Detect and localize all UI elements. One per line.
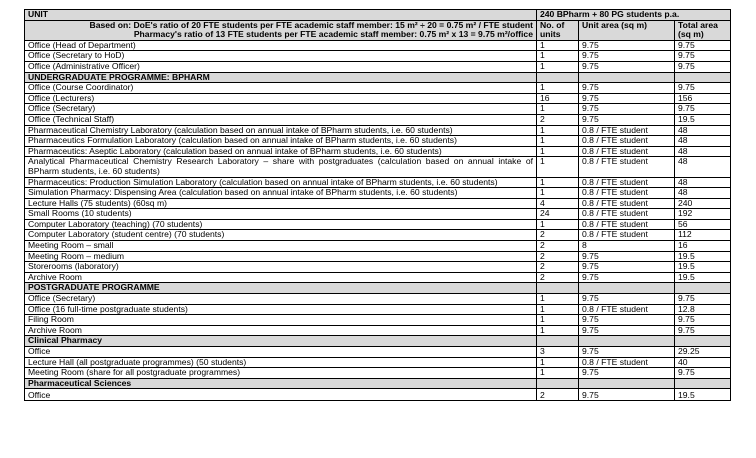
total-area-cell: 9.75 — [675, 83, 731, 94]
unit-area-cell: 9.75 — [579, 104, 675, 115]
unit-cell: Office (Secretary to HoD) — [25, 51, 537, 62]
header-col-units: No. of units — [537, 20, 579, 40]
total-area-cell: 240 — [675, 198, 731, 209]
total-area-cell: 16 — [675, 241, 731, 252]
table-row — [25, 315, 731, 326]
table-row — [25, 104, 731, 115]
units-cell: 3 — [537, 347, 579, 358]
table-row — [25, 325, 731, 336]
unit-cell: Meeting Room (share for all postgraduate programmes) — [25, 368, 537, 379]
total-area-cell: 19.5 — [675, 272, 731, 283]
total-area-cell: 156 — [675, 93, 731, 104]
header-basis — [25, 20, 537, 40]
total-area-cell: 48 — [675, 188, 731, 199]
table-row — [25, 51, 731, 62]
unit-cell: Office (Secretary) — [25, 104, 537, 115]
units-cell: 2 — [537, 262, 579, 273]
unit-cell: Simulation Pharmacy: Dispensing Area (calculation based on annual intake of BPharm students, i.e. 60 students) — [25, 188, 537, 199]
table-row — [25, 157, 731, 177]
units-cell: 1 — [537, 61, 579, 72]
section-row — [25, 378, 731, 389]
unit-cell: Storerooms (laboratory) — [25, 262, 537, 273]
header-row-2 — [25, 20, 731, 40]
units-cell: 2 — [537, 272, 579, 283]
total-area-cell: 48 — [675, 157, 731, 177]
unit-cell: Pharmaceutics: Production Simulation Laboratory (calculation based on annual intake of BPharm students, i.e. 60 students) — [25, 177, 537, 188]
unit-area-cell: 9.75 — [579, 40, 675, 51]
table-row — [25, 188, 731, 199]
unit-area-cell: 9.75 — [579, 251, 675, 262]
unit-area-cell: 9.75 — [579, 368, 675, 379]
total-area-cell: 48 — [675, 125, 731, 136]
header-row-1 — [25, 10, 731, 21]
table-row — [25, 304, 731, 315]
unit-area-cell: 0.8 / FTE student — [579, 209, 675, 220]
units-cell: 1 — [537, 177, 579, 188]
unit-area-cell: 9.75 — [579, 51, 675, 62]
section-empty-cell — [579, 336, 675, 347]
unit-area-cell: 8 — [579, 241, 675, 252]
section-row — [25, 336, 731, 347]
total-area-cell: 19.5 — [675, 251, 731, 262]
header-col-total-area: Total area (sq m) — [675, 20, 731, 40]
units-cell: 1 — [537, 315, 579, 326]
total-area-cell: 40 — [675, 357, 731, 368]
table-row — [25, 209, 731, 220]
total-area-cell: 12.8 — [675, 304, 731, 315]
table-row — [25, 294, 731, 305]
unit-area-cell: 9.75 — [579, 272, 675, 283]
units-cell: 1 — [537, 157, 579, 177]
units-cell: 24 — [537, 209, 579, 220]
table-row — [25, 357, 731, 368]
table-row — [25, 272, 731, 283]
table-row — [25, 347, 731, 358]
unit-cell: Meeting Room – small — [25, 241, 537, 252]
total-area-cell: 48 — [675, 136, 731, 147]
units-cell: 1 — [537, 304, 579, 315]
unit-area-cell: 0.8 / FTE student — [579, 357, 675, 368]
section-row — [25, 72, 731, 83]
table-row — [25, 198, 731, 209]
unit-area-cell: 0.8 / FTE student — [579, 157, 675, 177]
section-empty-cell — [537, 283, 579, 294]
unit-area-cell: 9.75 — [579, 325, 675, 336]
table-row — [25, 114, 731, 125]
section-label: Pharmaceutical Sciences — [25, 378, 537, 389]
section-empty-cell — [537, 378, 579, 389]
total-area-cell: 9.75 — [675, 325, 731, 336]
units-cell: 2 — [537, 241, 579, 252]
table-row — [25, 177, 731, 188]
section-empty-cell — [579, 283, 675, 294]
unit-cell: Meeting Room – medium — [25, 251, 537, 262]
total-area-cell: 9.75 — [675, 104, 731, 115]
section-empty-cell — [675, 336, 731, 347]
unit-area-cell: 9.75 — [579, 262, 675, 273]
table-row — [25, 389, 731, 401]
table-row — [25, 241, 731, 252]
table-row — [25, 83, 731, 94]
unit-area-cell: 0.8 / FTE student — [579, 136, 675, 147]
total-area-cell: 9.75 — [675, 294, 731, 305]
units-cell: 1 — [537, 125, 579, 136]
unit-cell: Lecture Halls (75 students) (60sq m) — [25, 198, 537, 209]
unit-area-cell: 9.75 — [579, 315, 675, 326]
section-label: UNDERGRADUATE PROGRAMME: BPHARM — [25, 72, 537, 83]
unit-area-cell: 0.8 / FTE student — [579, 230, 675, 241]
unit-area-cell: 0.8 / FTE student — [579, 219, 675, 230]
unit-cell: Office (Course Coordinator) — [25, 83, 537, 94]
total-area-cell: 9.75 — [675, 40, 731, 51]
table-row — [25, 230, 731, 241]
space-requirements-table — [24, 9, 731, 401]
units-cell: 2 — [537, 114, 579, 125]
units-cell: 2 — [537, 230, 579, 241]
table-row — [25, 40, 731, 51]
unit-area-cell: 9.75 — [579, 93, 675, 104]
unit-cell: Analytical Pharmaceutical Chemistry Research Laboratory – share with postgraduates (calculation based on annual intake of BPharm students, i.e. 60 students) — [25, 157, 537, 177]
unit-area-cell: 0.8 / FTE student — [579, 188, 675, 199]
section-empty-cell — [579, 72, 675, 83]
units-cell: 1 — [537, 368, 579, 379]
total-area-cell: 19.5 — [675, 389, 731, 401]
unit-cell: Pharmaceutical Chemistry Laboratory (calculation based on annual intake of BPharm students, i.e. 60 students) — [25, 125, 537, 136]
section-empty-cell — [537, 72, 579, 83]
unit-cell: Office (Head of Department) — [25, 40, 537, 51]
units-cell: 1 — [537, 83, 579, 94]
units-cell: 1 — [537, 219, 579, 230]
total-area-cell: 48 — [675, 146, 731, 157]
total-area-cell: 19.5 — [675, 114, 731, 125]
section-label: Clinical Pharmacy — [25, 336, 537, 347]
unit-area-cell: 0.8 / FTE student — [579, 146, 675, 157]
unit-area-cell: 9.75 — [579, 389, 675, 401]
table-row — [25, 61, 731, 72]
units-cell: 16 — [537, 93, 579, 104]
table-row — [25, 146, 731, 157]
unit-cell: Small Rooms (10 students) — [25, 209, 537, 220]
table-row — [25, 368, 731, 379]
unit-area-cell: 0.8 / FTE student — [579, 304, 675, 315]
unit-area-cell: 9.75 — [579, 294, 675, 305]
total-area-cell: 48 — [675, 177, 731, 188]
unit-cell: Filing Room — [25, 315, 537, 326]
table-row — [25, 136, 731, 147]
units-cell: 1 — [537, 294, 579, 305]
section-empty-cell — [675, 283, 731, 294]
total-area-cell: 112 — [675, 230, 731, 241]
unit-area-cell: 0.8 / FTE student — [579, 177, 675, 188]
units-cell: 2 — [537, 251, 579, 262]
unit-cell: Office (Lecturers) — [25, 93, 537, 104]
unit-area-cell: 9.75 — [579, 347, 675, 358]
table-row — [25, 93, 731, 104]
unit-cell: Office (Administrative Officer) — [25, 61, 537, 72]
section-empty-cell — [537, 336, 579, 347]
table-row — [25, 262, 731, 273]
unit-cell: Pharmaceutics Formulation Laboratory (calculation based on annual intake of BPharm students, i.e. 60 students) — [25, 136, 537, 147]
unit-cell: Lecture Hall (all postgraduate programmes) (50 students) — [25, 357, 537, 368]
section-empty-cell — [579, 378, 675, 389]
unit-cell: Office (Secretary) — [25, 294, 537, 305]
section-empty-cell — [675, 378, 731, 389]
unit-cell: Office (16 full-time postgraduate students) — [25, 304, 537, 315]
total-area-cell: 29.25 — [675, 347, 731, 358]
units-cell: 1 — [537, 104, 579, 115]
table-row — [25, 251, 731, 262]
total-area-cell: 9.75 — [675, 61, 731, 72]
section-label: POSTGRADUATE PROGRAMME — [25, 283, 537, 294]
unit-cell: Office — [25, 347, 537, 358]
total-area-cell: 192 — [675, 209, 731, 220]
total-area-cell: 9.75 — [675, 51, 731, 62]
unit-cell: Computer Laboratory (teaching) (70 students) — [25, 219, 537, 230]
header-col-unit-area: Unit area (sq m) — [579, 20, 675, 40]
total-area-cell: 56 — [675, 219, 731, 230]
section-row — [25, 283, 731, 294]
section-empty-cell — [675, 72, 731, 83]
table-row — [25, 219, 731, 230]
units-cell: 1 — [537, 188, 579, 199]
unit-cell: Office — [25, 389, 537, 401]
header-unit: UNIT — [25, 10, 537, 21]
total-area-cell: 9.75 — [675, 368, 731, 379]
units-cell: 1 — [537, 357, 579, 368]
unit-cell: Computer Laboratory (student centre) (70 students) — [25, 230, 537, 241]
unit-cell: Office (Technical Staff) — [25, 114, 537, 125]
header-basis-line2: Pharmacy's ratio of 13 FTE students per FTE academic staff member: 0.75 m² x 13 = 9.75 m²/office — [133, 29, 533, 40]
units-cell: 4 — [537, 198, 579, 209]
header-scenario: 240 BPharm + 80 PG students p.a. — [537, 10, 731, 21]
unit-area-cell: 9.75 — [579, 114, 675, 125]
header-basis-line1: Based on: DoE's ratio of 20 FTE students per FTE academic staff member: 15 m² ÷ 20 = 0.75 m² / FTE student — [89, 20, 533, 30]
unit-cell: Archive Room — [25, 325, 537, 336]
unit-cell: Archive Room — [25, 272, 537, 283]
units-cell: 1 — [537, 136, 579, 147]
total-area-cell: 9.75 — [675, 315, 731, 326]
total-area-cell: 19.5 — [675, 262, 731, 273]
unit-area-cell: 0.8 / FTE student — [579, 125, 675, 136]
units-cell: 1 — [537, 40, 579, 51]
table-row — [25, 125, 731, 136]
table-body — [25, 10, 731, 401]
unit-area-cell: 9.75 — [579, 83, 675, 94]
units-cell: 2 — [537, 389, 579, 401]
unit-cell: Pharmaceutics: Aseptic Laboratory (calculation based on annual intake of BPharm students, i.e. 60 students) — [25, 146, 537, 157]
units-cell: 1 — [537, 325, 579, 336]
unit-area-cell: 0.8 / FTE student — [579, 198, 675, 209]
unit-area-cell: 9.75 — [579, 61, 675, 72]
units-cell: 1 — [537, 51, 579, 62]
units-cell: 1 — [537, 146, 579, 157]
